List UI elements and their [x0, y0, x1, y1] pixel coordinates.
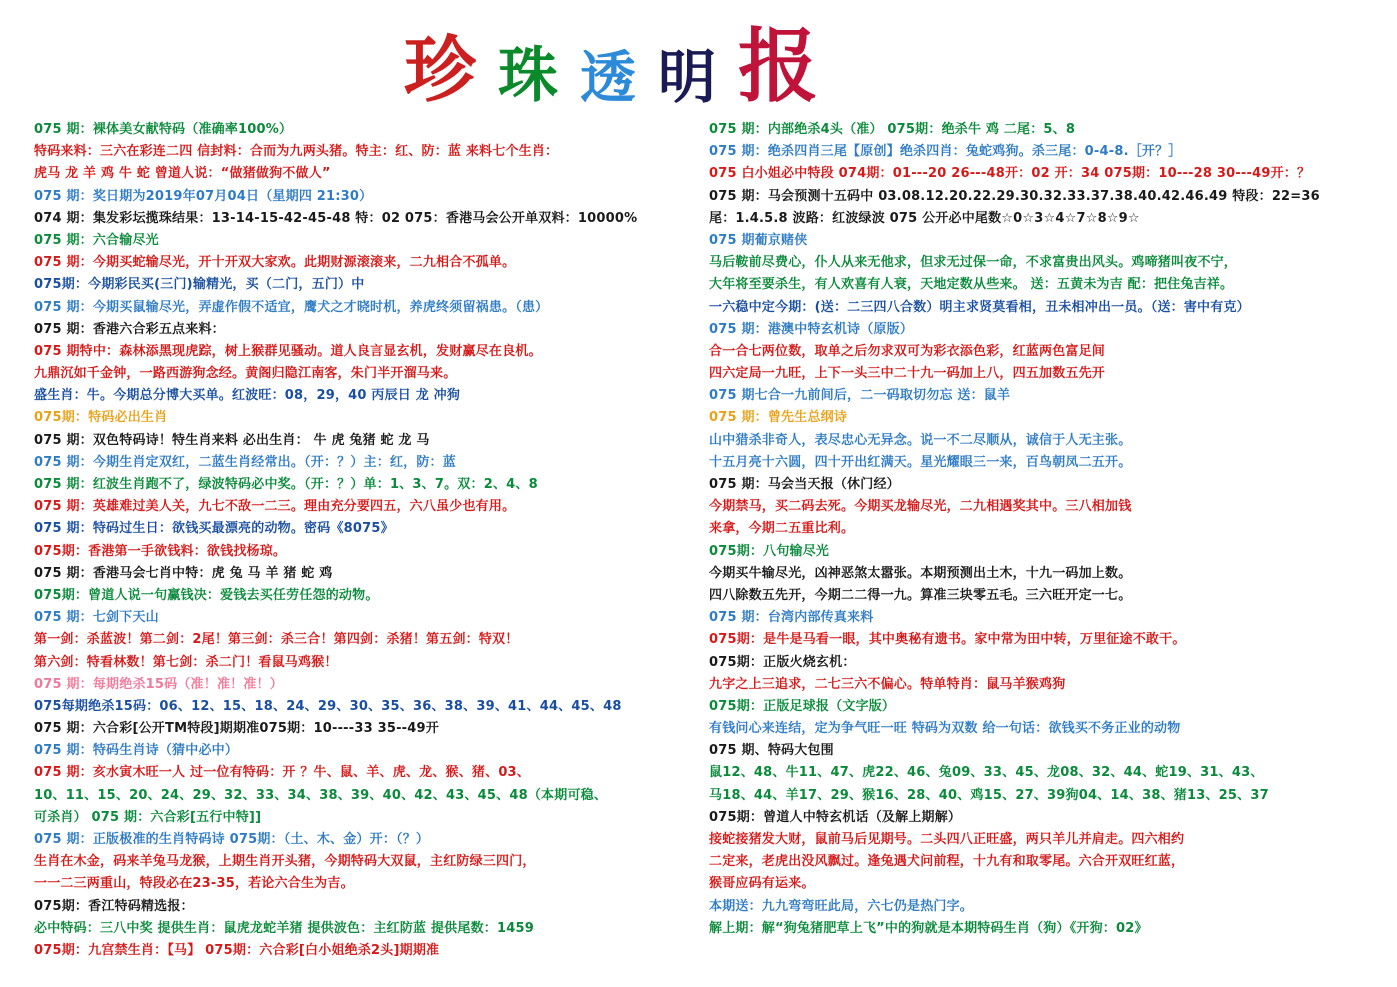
text-line: 075 期：绝杀四肖三尾【原创】绝杀四肖：兔蛇鸡狗。杀三尾：0-4-8.［开？］ — [709, 144, 1182, 160]
text-line: 075 期：内部绝杀4头（准） 075期：绝杀牛 鸡 二尾：5、8 — [709, 122, 1076, 137]
text-line: 075 期：奖日期为2019年07月04日（星期四 21:30） — [34, 188, 373, 204]
text-line: 075期：曾道人说一句赢钱决：爱钱去买任劳任怨的动物。 — [34, 587, 379, 603]
text-line: 一六稳中定今期：(送：二三四八合数）明主求贤莫看相，丑未相冲出一员。（送：害中有克） — [709, 299, 1250, 315]
page-title — [404, 18, 819, 113]
text-line: 075期：香港第一手欲钱料：欲钱找杨琼。 — [34, 543, 287, 559]
text-line: 马后鞍前尽费心，仆人从来无他求，但求无过保一命，不求富贵出风头。鸡啼猪叫夜不宁， — [709, 255, 1238, 271]
text-line: 075 期：特码过生日：欲钱买最漂亮的动物。密码《8075》 — [34, 521, 394, 537]
text-line: 075期：八句输尽光 — [709, 543, 830, 559]
text-line: 075期：曾道人中特玄机话（及解上期解） — [709, 809, 962, 825]
text-line: 075 期：每期绝杀15码（准！准！准！） — [34, 676, 283, 692]
text-line: 075期：今期彩民买(三门)输精光，买（二门，五门）中 — [34, 277, 365, 293]
text-line: 075 期：裸体美女献特码（准确率100%） — [34, 122, 293, 137]
text-line: 必中特码：三八中奖 提供生肖：鼠虎龙蛇羊猪 提供波色：主红防蓝 提供尾数：1459 — [34, 920, 534, 936]
text-line: 十五月亮十六圆，四十开出红满天。星光耀眼三一来，百鸟朝凤二五开。 — [709, 454, 1132, 470]
title-char-4: 明 — [658, 43, 717, 111]
text-line: 特码来料：三六在彩连二四 信封料：合而为九两头猪。特主：红、防：蓝 来料七个生肖： — [34, 144, 559, 160]
text-line: 075 期：七剑下天山 — [34, 610, 159, 626]
text-line: 今期买牛输尽光，凶神恶煞太嚣张。本期预测出土木，十九一码加上数。 — [709, 565, 1132, 581]
title-char-5: 报 — [738, 19, 819, 113]
text-line: 075 期：马会当天报（休门经） — [709, 477, 900, 492]
text-line: 075 期：马会预测十五码中 03.08.12.20.22.29.30.32.33.37.38.40.42.46.49 特段：22=36 — [709, 188, 1320, 204]
text-line: 075 期：香港马会七肖中特：虎 兔 马 羊 猪 蛇 鸡 — [34, 565, 333, 581]
text-line: 075 期：今期买蛇输尽光，开十开双大家欢。此期财源滚滚来，二九相合不孤单。 — [34, 255, 516, 271]
text-line: 075 期：今期买鼠输尽光，弄虚作假不适宜，鹰犬之才晓时机，养虎终须留祸患。（患） — [34, 299, 549, 315]
text-line: 解上期：解“狗兔猪肥草上飞”中的狗就是本期特码生肖（狗）《开狗：02》 — [709, 920, 1148, 936]
text-line: 接蛇接猪发大财，鼠前马后见期号。二头四八正旺盛，两只羊儿并肩走。四六相约 — [709, 832, 1185, 847]
text-line: 虎马 龙 羊 鸡 牛 蛇 曾道人说：“做猪做狗不做人” — [34, 166, 331, 182]
text-line: 075期：香江特码精选报： — [34, 898, 194, 914]
text-line: 可杀肖） 075 期：六合彩[五行中特]] — [34, 809, 262, 825]
text-line: 今期禁马，买二码去死。今期买龙输尽光，二九相遇奖其中。三八相加钱 — [709, 499, 1132, 515]
text-line: 075 期：台湾内部传真来料 — [709, 610, 874, 626]
text-line: 有钱问心来连结，定为争气旺一旺 特码为双数 给一句话：欲钱买不务正业的动物 — [709, 721, 1181, 737]
text-line: 075 期：六合输尽光 — [34, 232, 159, 248]
text-line: 075 期葡京赌侠 — [709, 232, 808, 248]
text-line: 山中猎杀非奇人，表尽忠心无异念。说一不二尽顺从，诚信于人无主张。 — [709, 432, 1132, 448]
text-line: 075 期：正版极准的生肖特码诗 075期：（土、木、金）开：（？） — [34, 832, 430, 847]
text-line: 马18、44、羊17、29、猴16、28、40、鸡15、27、39狗04、14、38、猪13、25、37 — [709, 787, 1269, 803]
text-line: 盛生肖：牛。今期总分博大买单。红波旺：08，29，40 丙辰日 龙 冲狗 — [34, 388, 461, 404]
text-line: 075 期：双色特码诗！特生肖来料 必出生肖： 牛 虎 兔猪 蛇 龙 马 — [34, 432, 430, 448]
title-char-2: 珠 — [498, 41, 559, 111]
text-line: 075期：特码必出生肖 — [34, 410, 168, 426]
text-line: 鼠12、48、牛11、47、虎22、46、兔09、33、45、龙08、32、44、蛇19、31、43、 — [709, 765, 1264, 781]
text-line: 075 期七合一九前间后，二一码取切勿忘 送：鼠羊 — [709, 388, 1011, 404]
text-line: 075 期特中：森林添黑现虎踪，树上猴群见骚动。道人良言显玄机，发财赢尽在良机。 — [34, 343, 542, 359]
title-char-3: 透 — [580, 45, 637, 111]
title-char-1: 珍 — [404, 27, 477, 112]
text-line: 本期送：九九弯弯旺此局，六七仍是热门字。 — [709, 898, 974, 914]
text-line: 猴哥应码有运来。 — [709, 876, 815, 892]
text-line: 第一剑：杀蓝波！第二剑：2尾！第三剑：杀三合！第四剑：杀猪！第五剑：特双！ — [34, 632, 519, 648]
text-line: 075每期绝杀15码：06、12、15、18、24、29、30、35、36、38、39、41、44、45、48 — [34, 698, 622, 714]
text-line: 来拿，今期二五重比利。 — [709, 521, 855, 537]
text-line: 四六定局一九旺，上下一头三中二十九一码加上八，四五加数五先开 — [709, 366, 1106, 382]
text-line: 合一合七两位数，取单之后勿求双可为彩衣添色彩，红蓝两色富足间 — [709, 343, 1106, 359]
text-line: 10、11、15、20、24、29、32、33、34、38、39、40、42、43、45、48（本期可稳、 — [34, 787, 608, 803]
text-line: 075 期：曾先生总纲诗 — [709, 410, 848, 426]
text-line: 第六剑：特看林数！第七剑：杀二门！看鼠马鸡猴！ — [34, 654, 338, 670]
text-line: 九鼎沉如千金钟，一路西游狗念经。黄阁归隐江南客，朱门半开溜马来。 — [34, 366, 457, 382]
text-line: 075 期：红波生肖跑不了，绿波特码必中奖。（开：？）单：1、3、7。双：2、4、8 — [34, 477, 538, 492]
text-line: 四八除数五先开，今期二二得一九。算准三块零五毛。三六旺开定一七。 — [709, 587, 1132, 603]
left-column — [34, 119, 694, 962]
text-line: 075期：正版火烧玄机： — [709, 654, 856, 670]
text-line: 075 期：特码生肖诗（猜中必中） — [34, 743, 239, 759]
text-line: 生肖在木金，码来羊兔马龙猴，上期生肖开头猪，今期特码大双鼠，主红防绿三四门， — [34, 854, 536, 870]
text-line: 074 期：集发彩坛揽珠结果：13-14-15-42-45-48 特：02 075：香港马会公开单双料：10000% — [34, 210, 638, 226]
text-line: 075 白小姐必中特段 074期：01---20 26---48开：02 开：34 075期：10---28 30---49开：？ — [709, 166, 1311, 182]
text-line: 075期：是牛是马看一眼，其中奥秘有遗书。家中常为田中转，万里征途不敢干。 — [709, 632, 1186, 648]
text-line: 尾：1.4.5.8 波路：红波绿波 075 公开必中尾数☆0☆3☆4☆7☆8☆9☆ — [709, 210, 1140, 226]
text-line: 075 期：六合彩[公开TM特段]期期准075期：10----33 35--49开 — [34, 721, 439, 737]
text-line: 075 期：亥水寅木旺一人 过一位有特码：开 ？牛、鼠、羊、虎、龙、猴、猪、03、 — [34, 765, 531, 781]
text-line: 九字之上三追求，二七三六不偏心。特单特肖：鼠马羊猴鸡狗 — [709, 676, 1066, 692]
text-line: 075 期：今期生肖定双红，二蓝生肖经常出。（开：？）主：红，防：蓝 — [34, 454, 456, 470]
text-line: 大年将至要杀生，有人欢喜有人衰，天地定数从些来。 送：五黄未为吉 配：把住兔吉祥。 — [709, 277, 1234, 293]
text-line: 075 期：港澳中特玄机诗（原版） — [709, 321, 914, 337]
text-line: 075 期：英雄难过美人关，九七不敌一二三。理由充分要四五，六八虽少也有用。 — [34, 499, 516, 515]
text-line: 075期：九宫禁生肖：【马】 075期：六合彩[白小姐绝杀2头]期期准 — [34, 942, 440, 958]
text-line: 075 期：香港六合彩五点来料： — [34, 321, 225, 337]
text-line: 一一二三两重山，特段必在23-35，若论六合生为吉。 — [34, 876, 354, 892]
text-line: 二定来，老虎出没风飘过。逢兔遇犬问前程，十九有和取零尾。六合开双旺红蓝， — [709, 854, 1185, 870]
text-line: 075 期、特码大包围 — [709, 743, 834, 759]
right-column — [709, 119, 1379, 940]
text-line: 075期：正版足球报（文字版） — [709, 698, 896, 714]
